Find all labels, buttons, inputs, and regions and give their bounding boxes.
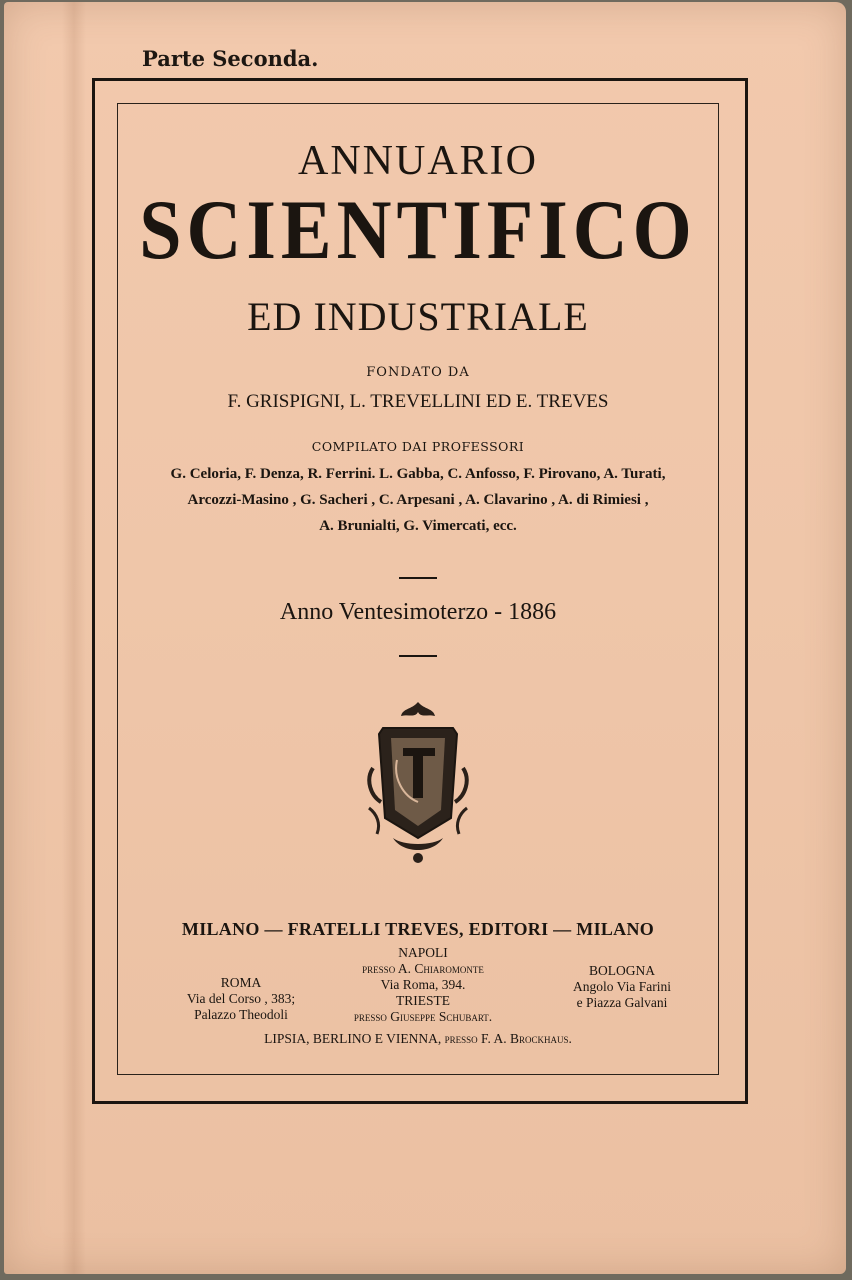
roma-building: Palazzo Theodoli bbox=[194, 1007, 288, 1022]
compiled-label: COMPILATO DAI PROFESSORI bbox=[311, 439, 525, 454]
distributors bbox=[117, 945, 719, 1035]
founded-by-label: FONDATO DA bbox=[366, 365, 470, 380]
divider-rule bbox=[399, 655, 437, 657]
founders: F. GRISPIGNI, L. TREVELLINI ED E. TREVES bbox=[227, 391, 609, 412]
napoli-city: NAPOLI bbox=[398, 945, 448, 960]
title-scientifico: SCIENTIFICO bbox=[139, 182, 697, 277]
distributor-bologna bbox=[527, 963, 717, 1011]
bologna-address-2: e Piazza Galvani bbox=[576, 995, 668, 1010]
distributor-napoli-trieste bbox=[313, 945, 533, 1025]
bologna-address: Angolo Via Farini bbox=[573, 979, 671, 994]
publisher-line: MILANO — FRATELLI TREVES, EDITORI — MILANO bbox=[181, 919, 655, 939]
lipsia-line: LIPSIA, BERLINO E VIENNA, presso F. A. Brockhaus. bbox=[264, 1031, 572, 1046]
authors-line: Arcozzi-Masino , G. Sacheri , C. Arpesani , A. Clavarino , A. di Rimiesi , bbox=[187, 492, 649, 508]
authors-list bbox=[127, 461, 709, 539]
divider-rule bbox=[399, 577, 437, 579]
title-annuario: ANNUARIO bbox=[298, 138, 538, 184]
roma-city: ROMA bbox=[220, 975, 262, 990]
trieste-agent: presso Giuseppe Schubart. bbox=[353, 1009, 493, 1024]
bologna-city: BOLOGNA bbox=[589, 963, 655, 978]
authors-line: G. Celoria, F. Denza, R. Ferrini. L. Gabba, C. Anfosso, F. Pirovano, A. Turati, bbox=[170, 466, 666, 482]
napoli-agent: presso A. Chiaromonte bbox=[362, 961, 484, 976]
spine-fold bbox=[62, 2, 86, 1274]
treves-emblem-icon bbox=[363, 698, 473, 868]
trieste-city: TRIESTE bbox=[396, 993, 450, 1008]
napoli-address: Via Roma, 394. bbox=[380, 977, 466, 992]
part-label: Parte Seconda. bbox=[142, 46, 319, 71]
distributor-roma bbox=[141, 975, 341, 1023]
authors-line: A. Brunialti, G. Vimercati, ecc. bbox=[319, 518, 517, 534]
roma-address: Via del Corso , 383; bbox=[186, 991, 296, 1006]
year-line: Anno Ventesimoterzo - 1886 bbox=[279, 599, 557, 625]
title-industriale: ED INDUSTRIALE bbox=[247, 294, 589, 339]
